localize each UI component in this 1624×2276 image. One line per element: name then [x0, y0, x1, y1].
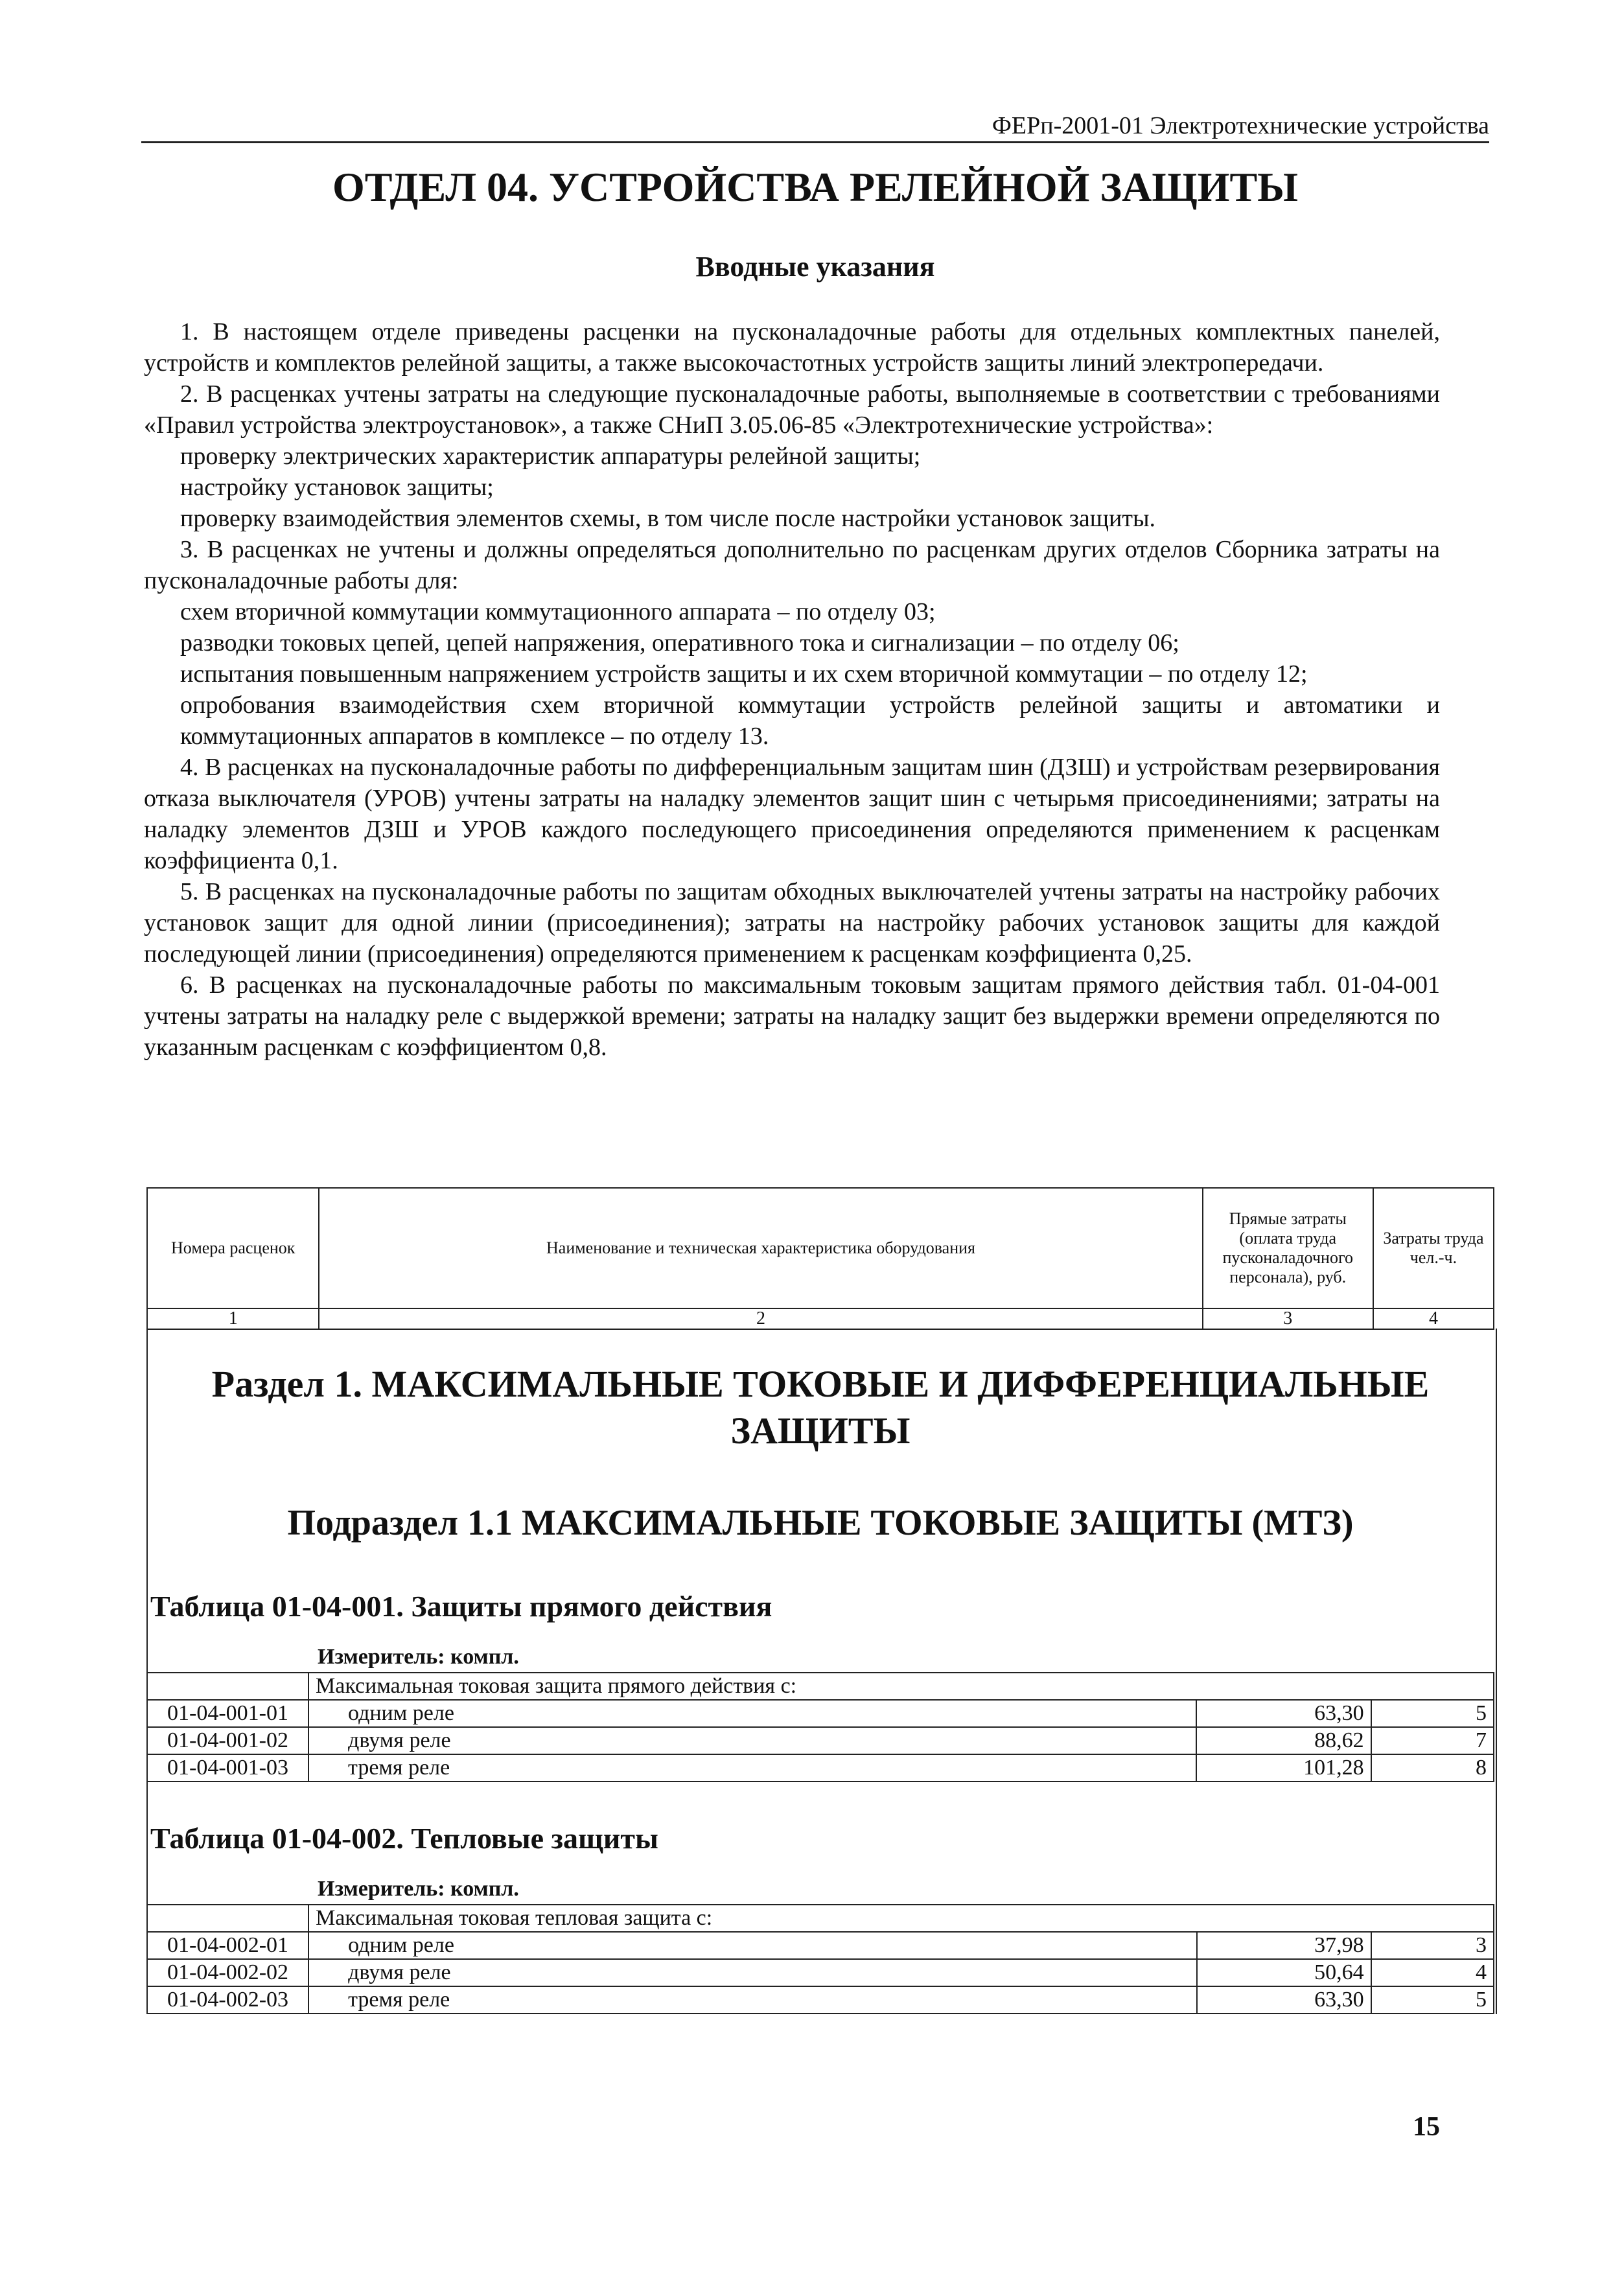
rate-code: 01-04-002-02: [147, 1959, 308, 1986]
intro-list-item: схем вторичной коммутации коммутационного аппарата – по отделу 03;: [180, 598, 936, 625]
rates-table-2: [146, 1904, 1494, 2014]
intro-paragraph-1: 1. В настоящем отделе приведены расценки на пусконаладочные работы для отдельных комплектных панелей, устройств и комплектов релейной защиты, а также высокочастотных устройств защиты линий электропередачи.: [144, 318, 1440, 377]
table-group-row: [147, 1905, 1494, 1932]
table-row: [147, 1754, 1494, 1782]
header-col-codes: Номера расценок: [147, 1188, 319, 1308]
rate-name: одним реле: [308, 1700, 1196, 1727]
header-table: [146, 1187, 1494, 1330]
rate-labor: 5: [1371, 1986, 1494, 2014]
intro-list-item: опробования взаимодействия схем вторичной коммутации устройств релейной защиты и автоматики и коммутационных аппаратов в комплексе – по отделу 13.: [180, 691, 1440, 750]
rate-cost: 50,64: [1197, 1959, 1371, 1986]
table-row: [147, 1727, 1494, 1754]
header-col-number: 3: [1203, 1308, 1373, 1329]
rate-cost: 63,30: [1196, 1700, 1371, 1727]
rate-code: 01-04-001-02: [147, 1727, 308, 1754]
table1-measure: Измеритель: компл.: [318, 1645, 519, 1669]
header-col-number: 2: [319, 1308, 1202, 1329]
rate-name: тремя реле: [308, 1986, 1197, 2014]
intro-list-item: разводки токовых цепей, цепей напряжения, оперативного тока и сигнализации – по отделу 06;: [180, 629, 1179, 656]
header-col-labor: Затраты труда чел.-ч.: [1373, 1188, 1494, 1308]
rate-code: 01-04-001-03: [147, 1754, 308, 1782]
section-title: Раздел 1. МАКСИМАЛЬНЫЕ ТОКОВЫЕ И ДИФФЕРЕНЦИАЛЬНЫЕ ЗАЩИТЫ: [211, 1363, 1430, 1452]
header-col-cost: Прямые затраты (оплата труда пусконаладочного персонала), руб.: [1203, 1188, 1373, 1308]
header-col-number: 1: [147, 1308, 319, 1329]
intro-list-item: проверку электрических характеристик аппаратуры релейной защиты;: [180, 443, 921, 470]
page-number: 15: [1413, 2112, 1440, 2142]
intro-list-item: испытания повышенным напряжением устройств защиты и их схем вторичной коммутации – по отделу 12;: [180, 660, 1308, 688]
intro-list-item: настройку установок защиты;: [180, 474, 494, 501]
table-row: [147, 1959, 1494, 1986]
rate-labor: 8: [1371, 1754, 1494, 1782]
rate-code: 01-04-001-01: [147, 1700, 308, 1727]
page-title: ОТДЕЛ 04. УСТРОЙСТВА РЕЛЕЙНОЙ ЗАЩИТЫ: [332, 164, 1298, 210]
rate-cost: 101,28: [1196, 1754, 1371, 1782]
rate-name: двумя реле: [308, 1959, 1197, 1986]
header-col-name: Наименование и техническая характеристика оборудования: [319, 1188, 1202, 1308]
table1-caption: Таблица 01-04-001. Защиты прямого действия: [150, 1590, 772, 1623]
rate-labor: 3: [1371, 1932, 1494, 1959]
intro-paragraph-2: 2. В расценках учтены затраты на следующие пусконаладочные работы, выполняемые в соответствии с требованиями «Правил устройства электроустановок», а также СНиП 3.05.06-85 «Электротехнические устройства»:: [144, 380, 1440, 439]
intro-text: [144, 316, 1440, 1063]
table2-caption: Таблица 01-04-002. Тепловые защиты: [150, 1822, 658, 1855]
rate-code: 01-04-002-01: [147, 1932, 308, 1959]
intro-paragraph-3: 3. В расценках не учтены и должны определяться дополнительно по расценкам других отделов Сборника затраты на пусконаладочные работы для:: [144, 536, 1440, 594]
rate-labor: 7: [1371, 1727, 1494, 1754]
table2-measure: Измеритель: компл.: [318, 1877, 519, 1901]
rate-name: одним реле: [308, 1932, 1197, 1959]
rate-cost: 37,98: [1197, 1932, 1371, 1959]
table-row: [147, 1700, 1494, 1727]
table2-group: Максимальная токовая тепловая защита с:: [308, 1905, 1494, 1932]
intro-list-item: проверку взаимодействия элементов схемы, в том числе после настройки установок защиты.: [180, 505, 1155, 532]
rates-table-1: [146, 1672, 1494, 1782]
intro-paragraph-5: 5. В расценках на пусконаладочные работы по защитам обходных выключателей учтены затраты на настройку рабочих установок защит для одной линии (присоединения); затраты на настройку рабочих установок защиты для каждой последующей линии (присоединения) определяются применением к расценкам коэффициента 0,25.: [144, 878, 1440, 968]
intro-paragraph-4: 4. В расценках на пусконаладочные работы по дифференциальным защитам шин (ДЗШ) и устройствам резервирования отказа выключателя (УРОВ) учтены затраты на наладку элементов защит шин с четырьмя присоединениями; затраты на наладку элементов ДЗШ и УРОВ каждого последующего присоединения определяются применением к расценкам коэффициента 0,1.: [144, 754, 1440, 874]
rate-cost: 88,62: [1196, 1727, 1371, 1754]
rate-name: двумя реле: [308, 1727, 1196, 1754]
table-group-row: [147, 1673, 1494, 1700]
table-row: [147, 1932, 1494, 1959]
subsection-title: Подраздел 1.1 МАКСИМАЛЬНЫЕ ТОКОВЫЕ ЗАЩИТЫ (МТЗ): [287, 1503, 1354, 1543]
table1-group: Максимальная токовая защита прямого действия с:: [308, 1673, 1494, 1700]
rate-code: 01-04-002-03: [147, 1986, 308, 2014]
rate-cost: 63,30: [1197, 1986, 1371, 2014]
intro-paragraph-6: 6. В расценках на пусконаладочные работы по максимальным токовым защитам прямого действия табл. 01-04-001 учтены затраты на наладку реле с выдержкой времени; затраты на наладку защит без выдержки времени определяются по указанным расценкам с коэффициентом 0,8.: [144, 971, 1440, 1061]
table-row: [147, 1986, 1494, 2014]
intro-heading: Вводные указания: [695, 251, 935, 283]
rate-labor: 5: [1371, 1700, 1494, 1727]
running-header: ФЕРп-2001-01 Электротехнические устройства: [141, 111, 1489, 143]
header-col-number: 4: [1373, 1308, 1494, 1329]
rate-name: тремя реле: [308, 1754, 1196, 1782]
rate-labor: 4: [1371, 1959, 1494, 1986]
